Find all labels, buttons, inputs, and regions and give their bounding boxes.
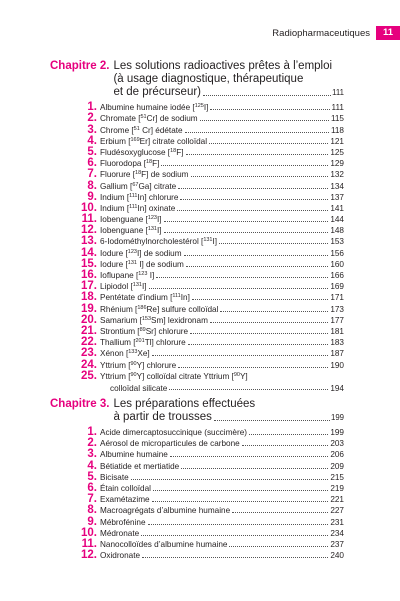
entry-title: Mébrofénine: [100, 517, 146, 527]
dot-leader: [164, 221, 329, 222]
entry-title: Bétiatide et mertiatide: [100, 461, 180, 471]
dot-leader: [219, 243, 328, 244]
entry-number: 10.: [81, 526, 97, 539]
entry-page-number: 153: [330, 237, 344, 247]
entry-number: 4.: [87, 459, 97, 472]
entry-title: Erbium [$^{169}$Er] citrate colloïdal: [100, 136, 208, 146]
entry-title: Étain colloïdal: [100, 484, 151, 493]
dot-leader: [229, 546, 328, 547]
toc-entry-continuation[interactable]: [50, 382, 344, 393]
entry-page-number: 125: [330, 147, 344, 157]
dot-leader: [178, 367, 328, 368]
entry-title: Rhénium [$^{186}$Re] sulfure colloïdal: [100, 304, 219, 314]
chapter-title-line: [113, 411, 344, 424]
entry-title: Aérosol de microparticules de carbone: [100, 439, 240, 449]
dot-leader: [180, 199, 328, 200]
dot-leader: [209, 143, 328, 144]
chapter-heading[interactable]: [50, 60, 344, 99]
entry-number: 18.: [81, 291, 97, 304]
dot-leader: [164, 232, 329, 233]
entry-page-number: 166: [330, 271, 344, 280]
entry-title: Samarium [$^{153}$Sm] lexidronam: [100, 315, 208, 325]
entry-title: Indium [$^{111}$In] chlorure: [100, 192, 179, 202]
entry-number: 9.: [87, 515, 97, 528]
entry-page-number: 160: [330, 259, 344, 269]
entry-number: 7.: [87, 493, 97, 506]
dot-leader: [156, 277, 328, 278]
entry-page-number: 156: [330, 248, 344, 258]
entry-title: 6-Iodométhylnorcholestérol [$^{131}$I]: [100, 237, 218, 247]
entry-page-number: 118: [330, 125, 344, 135]
dot-leader: [149, 288, 329, 289]
entry-number: 8.: [87, 179, 97, 192]
entry-number: 1.: [87, 101, 97, 114]
entry-title: Gallium [$^{67}$Ga] citrate: [100, 181, 177, 191]
chapter-page-number: 111: [332, 88, 344, 97]
dot-leader: [181, 468, 328, 469]
dot-leader: [152, 355, 329, 356]
entry-title: Iodure [$^{131}$ I] de sodium: [100, 259, 184, 269]
entry-number: 4.: [87, 134, 97, 147]
entry-title: Iobenguane [$^{131}$I]: [100, 226, 162, 236]
entry-page-number: 181: [330, 326, 344, 336]
entry-title: Strontium [$^{89}$Sr] chlorure: [100, 326, 189, 336]
table-of-contents: [50, 60, 344, 561]
entry-page-number: 137: [330, 192, 344, 202]
toc-entry[interactable]: [50, 371, 344, 382]
page-number-badge: 11: [376, 26, 400, 40]
entry-page-number: 209: [330, 461, 344, 471]
entry-title: Acide dimercaptosuccinique (succimère): [100, 428, 247, 438]
entry-page-number: 231: [330, 517, 344, 527]
entry-number: 22.: [81, 336, 97, 349]
toc-entry[interactable]: [50, 359, 344, 370]
entry-title: Iodure [$^{123}$I] de sodium: [100, 248, 182, 258]
toc-entry[interactable]: [50, 348, 344, 359]
chapter-title-text: Les solutions radioactives prêtes à l’emploi: [113, 60, 333, 72]
dot-leader: [170, 456, 329, 457]
entry-page-number: 206: [330, 450, 344, 460]
entry-number: 21.: [81, 324, 97, 337]
toc-entry[interactable]: [50, 169, 344, 180]
entry-page-number: 111: [331, 103, 344, 113]
chapter-title-text: et de précurseur): [113, 86, 202, 98]
entry-number: 5.: [87, 145, 97, 158]
entry-number: 12.: [81, 224, 97, 237]
entry-number: 23.: [81, 347, 97, 360]
dot-leader: [161, 165, 328, 166]
entry-page-number: 190: [330, 360, 344, 370]
entry-number: 8.: [87, 504, 97, 517]
entry-title: Oxidronate: [100, 551, 141, 561]
dot-leader: [186, 266, 329, 267]
entry-page-number: 129: [330, 159, 344, 169]
entry-title: Pentétate d’indium [$^{111}$In]: [100, 293, 190, 303]
toc-entry[interactable]: [50, 124, 344, 135]
toc-entry[interactable]: [50, 303, 344, 314]
dot-leader: [131, 479, 329, 480]
entry-number: 10.: [81, 201, 97, 214]
dot-leader: [191, 176, 329, 177]
toc-entry[interactable]: [50, 113, 344, 124]
toc-entry[interactable]: [50, 192, 344, 203]
entry-number: 6.: [87, 157, 97, 170]
chapter-label: Chapitre 2.: [50, 60, 110, 72]
entry-title-continuation: colloïdal silicate: [110, 383, 168, 393]
entry-number: 25.: [81, 369, 97, 382]
entry-title: Fluorodopa [$^{18}$F]: [100, 159, 160, 169]
chapter-title: [113, 398, 344, 424]
entry-page-number: 187: [330, 349, 344, 359]
entry-title: Lipiodol [$^{131}$I]: [100, 282, 147, 292]
chapter-page-number: 199: [330, 412, 344, 422]
entry-number: 13.: [81, 235, 97, 248]
toc-entry[interactable]: [50, 460, 344, 471]
entry-number: 24.: [81, 358, 97, 371]
entry-page-number: 115: [330, 114, 344, 124]
entry-page-number: 237: [330, 539, 344, 549]
toc-entry[interactable]: [50, 180, 344, 191]
dot-leader: [214, 420, 330, 421]
chapter-label: Chapitre 3.: [50, 397, 110, 410]
dot-leader: [178, 188, 328, 189]
dot-leader: [186, 154, 329, 155]
entry-page-number: 199: [330, 428, 344, 438]
entry-number: 7.: [87, 168, 97, 181]
entry-page-number: 148: [330, 226, 344, 236]
dot-leader: [188, 344, 329, 345]
dot-leader: [232, 512, 328, 513]
entry-title: Macroagrégats d’albumine humaine: [100, 506, 231, 516]
dot-leader: [141, 535, 328, 536]
entry-title: Yttrium [$^{90}$Y] colloïdal citrate Yttrium [$^{90}$Y]: [100, 371, 248, 381]
entry-page-number: 171: [330, 293, 344, 303]
entry-number: 12.: [81, 549, 97, 562]
dot-leader: [152, 501, 329, 502]
entry-page-number: 221: [330, 495, 344, 505]
entry-page-number: 240: [330, 551, 344, 561]
entry-title: Bicisate: [100, 472, 129, 482]
dot-leader: [169, 389, 328, 390]
entry-page-number: 194: [330, 383, 344, 393]
entry-page-number: 227: [330, 506, 344, 516]
entry-number: 17.: [81, 280, 97, 293]
entry-number: 9.: [87, 190, 97, 203]
entry-number: 19.: [81, 302, 97, 315]
entry-page-number: 169: [330, 282, 344, 292]
entry-number: 14.: [81, 246, 97, 259]
dot-leader: [184, 255, 329, 256]
chapter-title-line: [113, 60, 344, 73]
entry-title: Yttrium [$^{90}$Y] chlorure: [100, 360, 177, 370]
chapter-title-text: à partir de trousses: [113, 410, 212, 423]
dot-leader: [242, 445, 329, 446]
toc-entry[interactable]: [50, 236, 344, 247]
entry-title: Albumine humaine: [100, 450, 168, 460]
entry-page-number: 132: [330, 170, 344, 180]
chapter-title-text: Les préparations effectuées: [113, 397, 256, 410]
toc-entry[interactable]: [50, 292, 344, 303]
dot-leader: [177, 210, 328, 211]
entry-title: Nanocolloïdes d’albumine humaine: [100, 539, 228, 549]
entry-title: Chrome [$^{51}$ Cr] édétate: [100, 125, 183, 135]
entry-number: 2.: [87, 112, 97, 125]
entry-title: Médronate: [100, 528, 140, 538]
entry-page-number: 173: [330, 304, 344, 314]
entry-title: Fluorure [$^{18}$F] de sodium: [100, 170, 189, 180]
chapter-title-line: [113, 73, 344, 86]
toc-entry[interactable]: [50, 247, 344, 258]
entry-number: 5.: [87, 470, 97, 483]
dot-leader: [210, 109, 329, 110]
entry-title: Ioflupane [$^{123}$ I]: [100, 271, 155, 280]
dot-leader: [249, 434, 328, 435]
entry-page-number: 215: [330, 472, 344, 482]
chapter-heading[interactable]: [50, 398, 344, 424]
entry-number: 6.: [87, 482, 97, 494]
entry-page-number: 219: [330, 484, 344, 493]
running-header-title: Radiopharmaceutiques: [272, 27, 370, 39]
dot-leader: [200, 120, 329, 121]
dot-leader: [153, 490, 328, 491]
entry-number: 11.: [81, 537, 97, 550]
toc-entry[interactable]: [50, 505, 344, 516]
entry-page-number: 203: [330, 439, 344, 449]
entry-number: 3.: [87, 448, 97, 461]
dot-leader: [192, 299, 328, 300]
toc-entry[interactable]: [50, 449, 344, 460]
entry-number: 15.: [81, 257, 97, 270]
dot-leader: [220, 311, 328, 312]
dot-leader: [203, 95, 331, 96]
entry-page-number: 177: [330, 315, 344, 325]
entry-title: Thallium [$^{201}$Tl] chlorure: [100, 338, 186, 348]
entry-number: 2.: [87, 437, 97, 450]
entry-page-number: 134: [330, 181, 344, 191]
entry-title: Indium [$^{111}$In] oxinate: [100, 203, 176, 213]
entry-page-number: 234: [330, 528, 344, 538]
chapter-title-line: [113, 86, 344, 99]
entry-number: 16.: [81, 269, 97, 281]
entry-title: Albumine humaine iodée [$^{125}$I]: [100, 103, 209, 113]
entry-page-number: 121: [330, 136, 344, 146]
entry-page-number: 141: [330, 203, 344, 213]
dot-leader: [210, 322, 328, 323]
running-header: [272, 26, 400, 40]
chapter-title-line: [113, 398, 344, 411]
entry-page-number: 144: [330, 215, 344, 225]
entry-number: 1.: [87, 426, 97, 439]
entry-number: 3.: [87, 123, 97, 136]
entry-number: 11.: [81, 213, 97, 226]
dot-leader: [190, 333, 328, 334]
toc-entry[interactable]: [50, 516, 344, 527]
entry-title: Chromate [$^{51}$Cr] de sodium: [100, 114, 198, 124]
dot-leader: [185, 132, 329, 133]
entry-title: Xénon [$^{133}$Xe]: [100, 349, 150, 359]
entry-title: Fludésoxyglucose [$^{18}$F]: [100, 147, 184, 157]
dot-leader: [148, 524, 329, 525]
entry-title: Iobenguane [$^{123}$I]: [100, 215, 162, 225]
toc-entry[interactable]: [50, 550, 344, 561]
dot-leader: [142, 557, 328, 558]
chapter-title: [113, 60, 344, 99]
entry-title: Examétazime: [100, 495, 150, 505]
entry-page-number: 183: [330, 338, 344, 348]
chapter-title-text: (à usage diagnostique, thérapeutique: [113, 73, 304, 85]
entry-number: 20.: [81, 313, 97, 326]
